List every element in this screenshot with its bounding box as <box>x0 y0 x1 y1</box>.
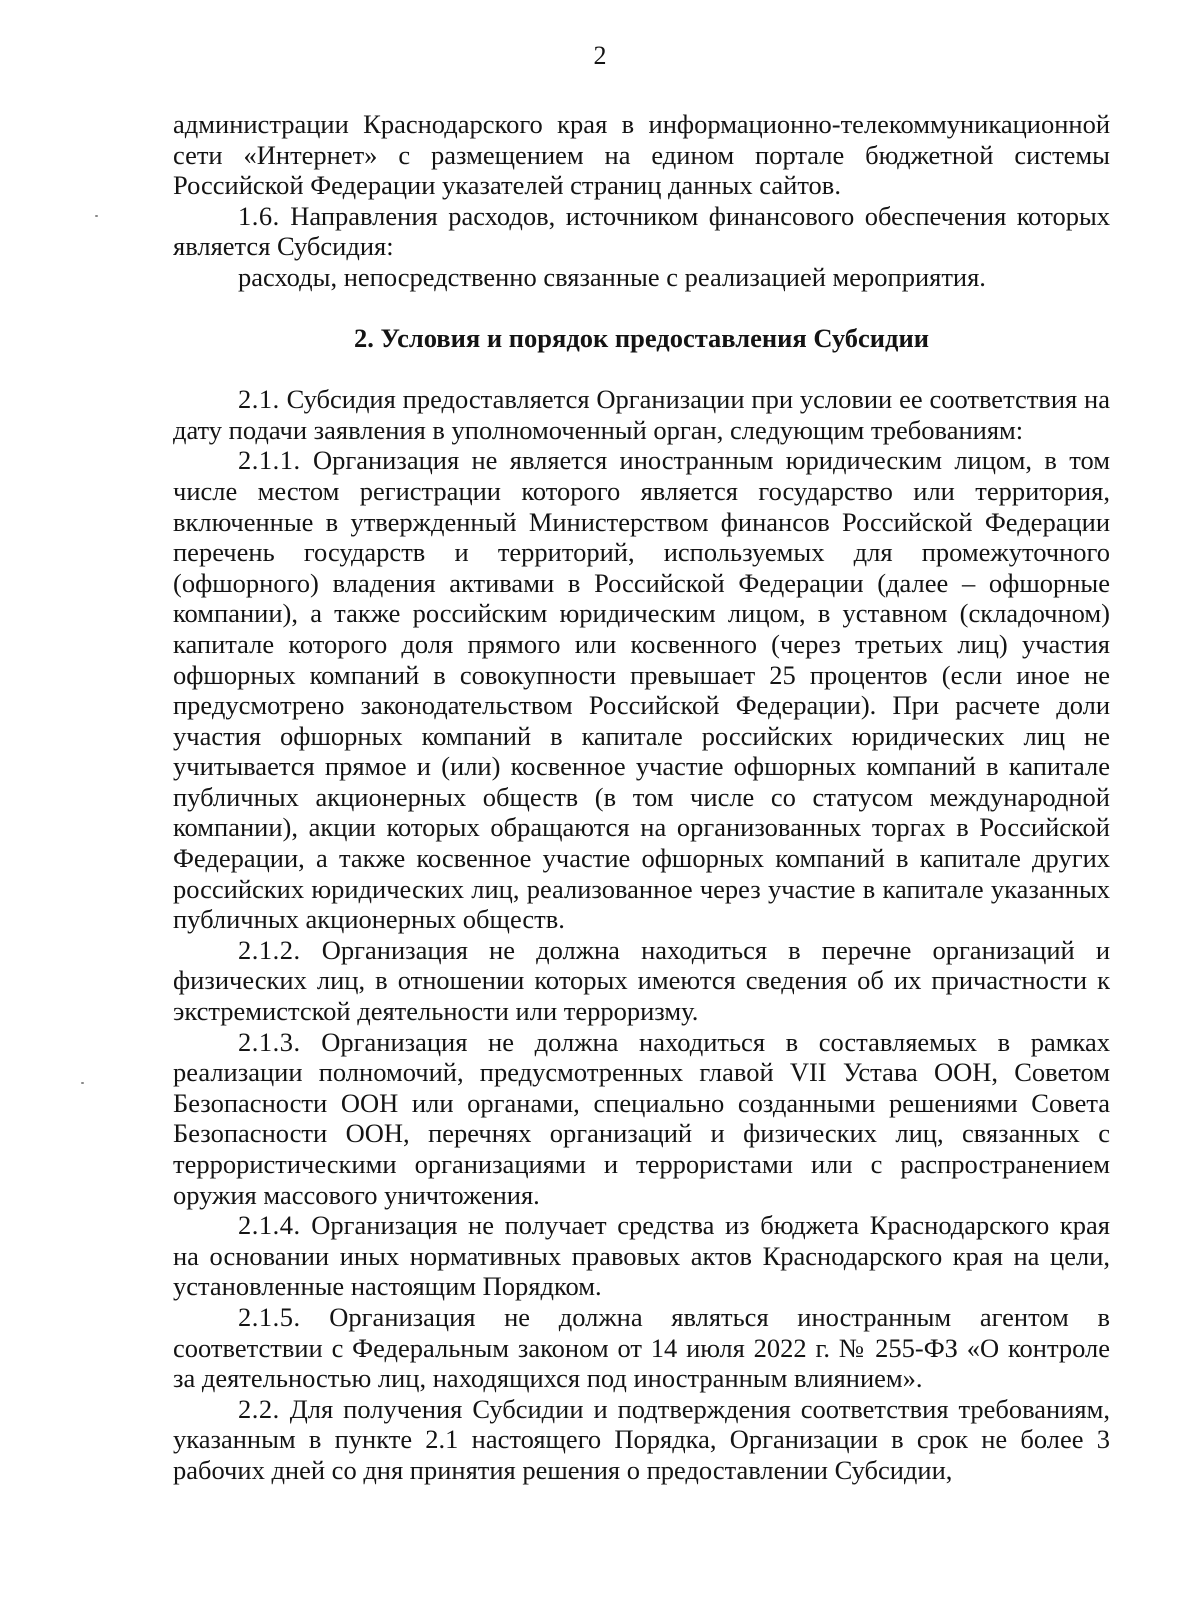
paragraph-text: Для получения Субсидии и подтверждения соответствия требованиям, указанным в пункте 2.1 настоящего Порядка, Организации в срок не более 3 рабочих дней со дня принятия решения о предоставлении Субсидии, <box>173 1393 1111 1485</box>
paragraph-2-1 <box>173 384 1110 445</box>
paragraph-2-1-5 <box>173 1302 1110 1394</box>
paragraph-2-1-3 <box>173 1027 1110 1211</box>
scan-speck <box>95 215 98 217</box>
paragraph-number: 2.2. <box>238 1393 280 1424</box>
paragraph-number: 2.1.4. <box>238 1210 301 1241</box>
paragraph-text: Направления расходов, источником финансового обеспечения которых является Субсидия: <box>173 200 1110 262</box>
paragraph-number: 2.1.3. <box>238 1026 301 1057</box>
paragraph-text: расходы, непосредственно связанные с реализацией мероприятия. <box>238 261 986 292</box>
section-heading: 2. Условия и порядок предоставления Субсидии <box>353 322 929 353</box>
paragraph-1-6 <box>173 201 1110 262</box>
paragraph-number: 2.1.2. <box>238 934 301 965</box>
paragraph-expenses <box>173 262 1110 293</box>
scan-speck <box>81 1082 84 1084</box>
paragraph-continuation <box>173 109 1110 201</box>
page-number: 2 <box>593 41 607 70</box>
paragraph-text: Субсидия предоставляется Организации при условии ее соответствия на дату подачи заявления в уполномоченный орган, следующим требованиям: <box>173 384 1110 445</box>
paragraph-2-1-2 <box>173 935 1110 1027</box>
document-body <box>173 109 1110 1486</box>
paragraph-text: Организация не должна находиться в составляемых в рамках реализации полномочий, предусмотренных главой VII Устава ООН, Советом Безопасности ООН или органами, специально созданными решениями Совета Безопасности ООН, перечнях организаций и физических лиц, связанных с террористическими организациями и террористами или с распространением оружия массового уничтожения. <box>173 1026 1111 1210</box>
paragraph-number: 2.1.5. <box>238 1301 301 1332</box>
paragraph-text: Организация не должна находиться в перечне организаций и физических лиц, в отношении которых имеются сведения об их причастности к экстремистской деятельности или терроризму. <box>173 934 1111 1027</box>
paragraph-text: Организация не получает средства из бюджета Краснодарского края на основании иных нормативных правовых актов Краснодарского края на цели, установленные настоящим Порядком. <box>173 1210 1110 1302</box>
paragraph-number: 2.1. <box>238 384 280 415</box>
paragraph-number: 2.1.1. <box>238 445 301 476</box>
paragraph-2-2 <box>173 1394 1110 1486</box>
paragraph-2-1-4 <box>173 1210 1110 1302</box>
paragraph-text: Организация не является иностранным юридическим лицом, в том числе местом регистрации которого является государство или территория, включенные в утвержденный Министерством финансов Российской Федерации перечень государств и территорий, используемых для промежуточного (офшорного) владения активами в Российской Федерации (далее – офшорные компании), а также российским юридическим лицом, в уставном (складочном) капитале которого доля прямого или косвенного (через третьих лиц) участия офшорных компаний в совокупности превышает 25 процентов (если иное не предусмотрено законодательством Российской Федерации). При расчете доли участия офшорных компаний в капитале российских юридических лиц не учитывается прямое и (или) косвенное участие офшорных компаний в капитале публичных акционерных обществ (в том числе со статусом международной компании), акции которых обращаются на организованных торгах в Российской Федерации, а также косвенное участие офшорных компаний в капитале других российских юридических лиц, реализованное через участие в капитале указанных публичных акционерных обществ. <box>173 445 1111 935</box>
paragraph-text: Организация не должна являться иностранным агентом в соответствии с Федеральным законом от 14 июля 2022 г. № 255-ФЗ «О контроле за деятельностью лиц, находящихся под иностранным влиянием». <box>173 1301 1110 1394</box>
paragraph-text: администрации Краснодарского края в информационно-телекоммуникационной сети «Интернет» с размещением на едином портале бюджетной системы Российской Федерации указателей страниц данных сайтов. <box>173 109 1110 201</box>
paragraph-number: 1.6. <box>238 200 280 231</box>
paragraph-2-1-1 <box>173 445 1110 935</box>
